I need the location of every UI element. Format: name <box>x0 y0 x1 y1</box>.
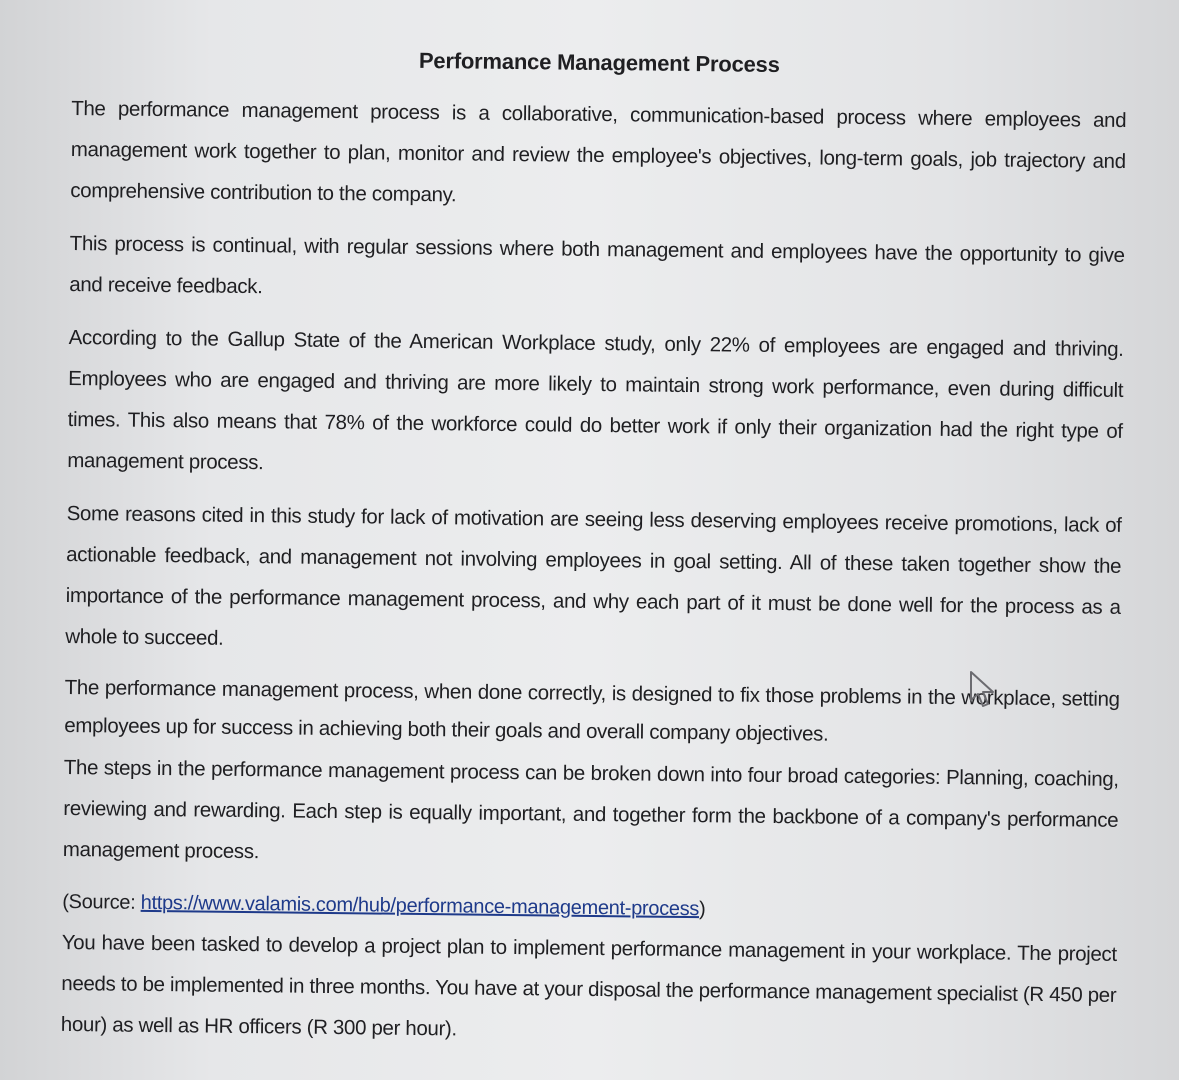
paragraph-fix-problems: The performance management process, when done correctly, is designed to fix those problems in the workplace, setting employees up for success in achieving both their goals and overall company objectives. <box>64 675 1120 746</box>
document-title: Performance Management Process <box>418 47 780 78</box>
document-sheet <box>61 44 1127 1069</box>
paragraph-task: You have been tasked to develop a project plan to implement performance management in your workplace. The project needs to be implemented in three months. You have at your disposal the performance management specialist (R 450 per hour) as well as HR officers (R 300 per hour). <box>60 930 1117 1041</box>
paragraph-continual: This process is continual, with regular sessions where both management and employees have the opportunity to give and receive feedback. <box>69 231 1125 299</box>
source-suffix: ) <box>698 898 706 921</box>
paragraph-motivation-reasons: Some reasons cited in this study for lack of motivation are seeing less deserving employees receive promotions, lack of actionable feedback, and management not involving employees in goal setting. All of these taken together show the importance of the performance management process, and why each part of it must be done well for the process as a whole to succeed. <box>65 501 1122 650</box>
source-prefix: (Source: <box>62 890 141 914</box>
paragraph-gallup-study: According to the Gallup State of the American Workplace study, only 22% of employees are engaged and thriving. Employees who are engaged and thriving are more likely to maintain strong work performance, even during difficult times. This also means that 78% of the workforce could do better work if only their organization had the right type of management process. <box>67 325 1124 475</box>
paragraph-definition: The performance management process is a collaborative, communication-based process where employees and management work together to plan, monitor and review the employee's objectives, long-term goals, job trajectory and comprehensive contribution to the company. <box>70 96 1127 207</box>
source-link[interactable]: https://www.valamis.com/hub/performance-management-process <box>140 891 700 921</box>
paragraph-four-steps: The steps in the performance management process can be broken down into four broad categories: Planning, coaching, reviewing and rewarding. Each step is equally important, and together form the backbone of a company's performance management process. <box>62 755 1119 864</box>
mouse-pointer-icon <box>968 670 1004 710</box>
